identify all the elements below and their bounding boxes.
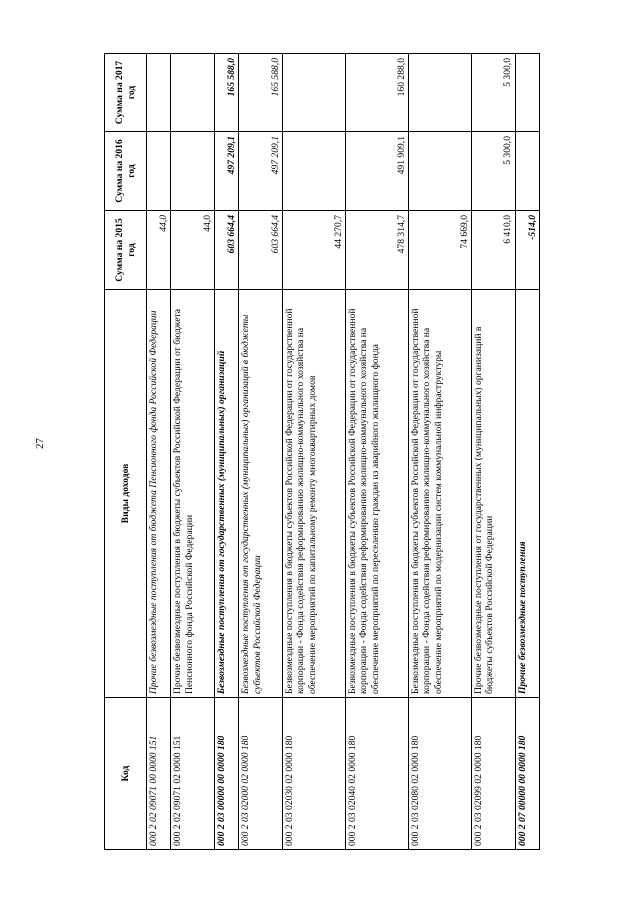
page-number: 27 [34,438,46,449]
header-name: Виды доходов [105,290,147,698]
row-name: Прочие безвозмездные поступления от бюджета Пенсионного фонда Российской Федерации [147,290,171,698]
row-value-2016 [283,132,346,211]
table-row [515,54,539,850]
row-value-2017: 160 288,0 [346,54,409,132]
row-value-2016 [147,132,171,211]
header-2016: Сумма на 2016 год [105,132,147,211]
table-row [408,54,471,850]
row-value-2017 [283,54,346,132]
row-value-2015: 44 270,7 [283,211,346,290]
row-value-2016: 497 209,1 [215,132,239,211]
row-code: 000 2 07 00000 00 0000 180 [515,698,539,850]
row-value-2017: 5 300,0 [471,54,515,132]
row-code: 000 2 03 02080 02 0000 180 [408,698,471,850]
row-name: Безвозмездные поступления в бюджеты субъектов Российской Федерации от государственной корпорации - Фонда содействия реформированию жилищно-коммунального хозяйства на обеспечение мероприятий по модернизации систем коммунальной инфраструктуры [408,290,471,698]
row-name: Безвозмездные поступления от государственных (муниципальных) организаций [215,290,239,698]
table-row [471,54,515,850]
row-value-2015: 603 664,4 [239,211,283,290]
row-value-2017 [515,54,539,132]
row-value-2015: -514,0 [515,211,539,290]
table-row [283,54,346,850]
row-value-2016 [515,132,539,211]
rotated-table-container [104,54,540,850]
row-value-2015: 44,0 [147,211,171,290]
row-name: Прочие безвозмездные поступления [515,290,539,698]
row-value-2016: 497 209,1 [239,132,283,211]
header-code: Код [105,698,147,850]
row-value-2015: 478 314,7 [346,211,409,290]
row-code: 000 2 02 09071 02 0000 151 [171,698,215,850]
row-value-2016 [171,132,215,211]
row-code: 000 2 03 02040 02 0000 180 [346,698,409,850]
revenue-table [104,53,540,850]
row-code: 000 2 03 02000 02 0000 180 [239,698,283,850]
row-value-2017 [408,54,471,132]
row-value-2015: 74 669,0 [408,211,471,290]
header-row [105,54,147,850]
row-value-2016 [408,132,471,211]
table-row [171,54,215,850]
row-value-2015: 6 410,0 [471,211,515,290]
row-code: 000 2 03 00000 00 0000 180 [215,698,239,850]
row-value-2016: 491 909,1 [346,132,409,211]
row-name: Прочие безвозмездные поступления в бюджеты субъектов Российской Федерации от бюджета Пенсионного фонда Российской Федерации [171,290,215,698]
row-value-2015: 603 664,4 [215,211,239,290]
row-value-2016: 5 300,0 [471,132,515,211]
row-value-2017 [147,54,171,132]
row-name: Безвозмездные поступления в бюджеты субъектов Российской Федерации от государственной корпорации - Фонда содействия реформированию жилищно-коммунального хозяйства на обеспечение мероприятий по капитальному ремонту многоквартирных домов [283,290,346,698]
row-name: Безвозмездные поступления от государственных (муниципальных) организаций в бюджеты субъектов Российской Федерации [239,290,283,698]
row-value-2017 [171,54,215,132]
table-row [346,54,409,850]
table-row [239,54,283,850]
header-2017: Сумма на 2017 год [105,54,147,132]
row-code: 000 2 03 02099 02 0000 180 [471,698,515,850]
row-code: 000 2 02 09071 00 0000 151 [147,698,171,850]
header-2015: Сумма на 2015 год [105,211,147,290]
row-value-2017: 165 588,0 [239,54,283,132]
row-value-2015: 44,0 [171,211,215,290]
table-row [147,54,171,850]
row-name: Безвозмездные поступления в бюджеты субъектов Российской Федерации от государственной корпорации - Фонда содействия реформированию жилищно-коммунального хозяйства на обеспечение мероприятий по переселению граждан из аварийного жилищного фонда [346,290,409,698]
table-row [215,54,239,850]
row-value-2017: 165 588,0 [215,54,239,132]
row-code: 000 2 03 02030 02 0000 180 [283,698,346,850]
row-name: Прочие безвозмездные поступления от государственных (муниципальных) организаций в бюджеты субъектов Российской Федерации [471,290,515,698]
